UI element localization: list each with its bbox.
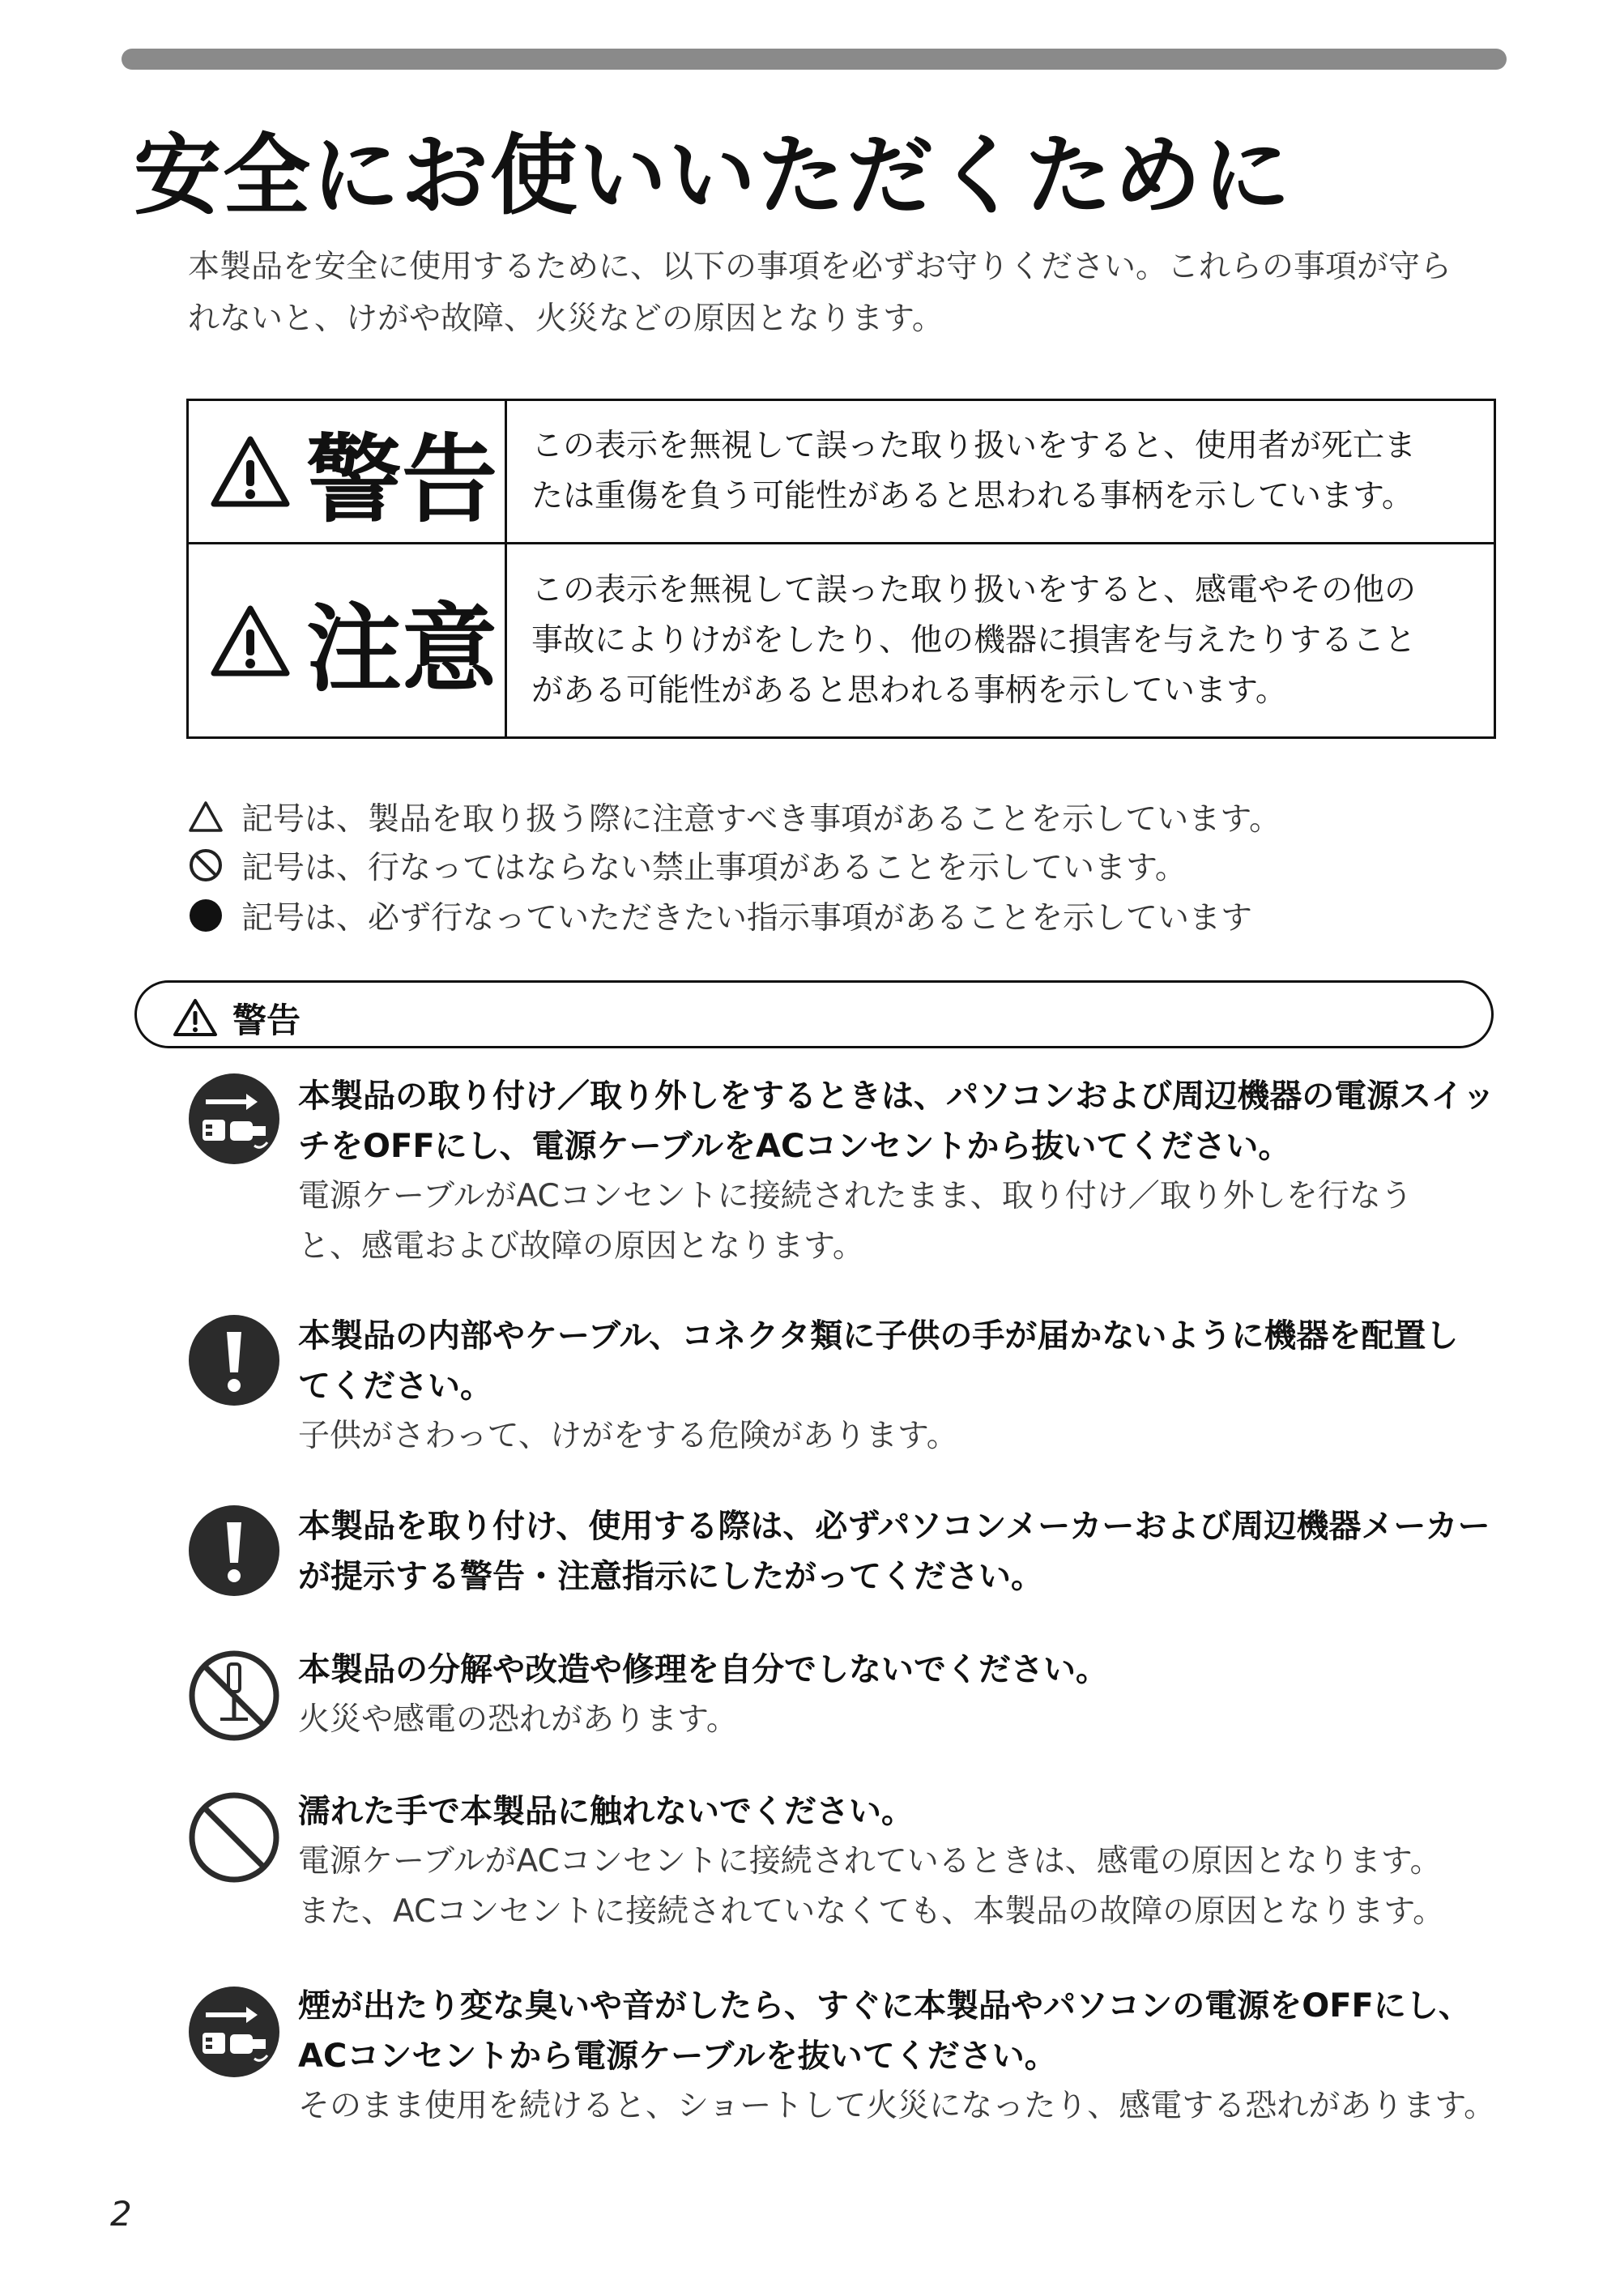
item-heading-line: ACコンセントから電源ケーブルを抜いてください。 — [298, 2038, 1057, 2075]
item-description-line: と、感電および故障の原因となります。 — [298, 1228, 864, 1265]
prohibition-icon — [188, 1791, 280, 1884]
intro-line: 本製品を安全に使用するために、以下の事項を必ずお守りください。これらの事項が守ら — [188, 249, 1452, 285]
caution-triangle-icon — [210, 604, 291, 678]
caution-triangle-icon — [188, 800, 224, 833]
item-heading-line: 本製品を取り付け、使用する際は、必ずパソコンメーカーおよび周辺機器メーカー — [298, 1508, 1490, 1545]
filled-circle-icon — [188, 898, 224, 933]
signal-word-caution: 注意 — [306, 592, 498, 705]
item-description-line: 電源ケーブルがACコンセントに接続されたまま、取り付け／取り外しを行なう — [298, 1178, 1413, 1214]
legend-item-prohibition — [188, 843, 1187, 888]
item-heading-line: 煙が出たり変な臭いや音がしたら、すぐに本製品やパソコンの電源をOFFにし、 — [298, 1987, 1471, 2025]
page-title: 安全にお使いいただくために — [134, 126, 1293, 227]
signal-word-table — [186, 399, 1496, 739]
intro-paragraph — [188, 241, 1524, 345]
mandatory-exclamation-icon — [188, 1314, 280, 1406]
warning-triangle-icon — [173, 998, 218, 1037]
legend-text: 記号は、行なってはならない禁止事項があることを示しています。 — [241, 850, 1187, 886]
signal-description-line: この表示を無視して誤った取り扱いをすると、感電やその他の — [531, 571, 1417, 608]
item-heading-line: 本製品の分解や改造や修理を自分でしないでください。 — [298, 1651, 1108, 1688]
signal-description-line: この表示を無視して誤った取り扱いをすると、使用者が死亡ま — [531, 428, 1417, 464]
prohibition-icon — [188, 847, 224, 883]
section-label: 警告 — [232, 1001, 301, 1040]
signal-row-caution — [189, 544, 1494, 736]
item-description-line: 火災や感電の恐れがあります。 — [298, 1701, 738, 1738]
signal-description-line: たは重傷を負う可能性があると思われる事柄を示しています。 — [531, 478, 1413, 514]
item-description-line: そのまま使用を続けると、ショートして火災になったり、感電する恐れがあります。 — [298, 2088, 1496, 2124]
item-description-line: また、ACコンセントに接続されていなくても、本製品の故障の原因となります。 — [298, 1893, 1445, 1930]
item-heading-line: 本製品の取り付け／取り外しをするときは、パソコンおよび周辺機器の電源スイッ — [298, 1078, 1495, 1115]
signal-description-cell — [507, 544, 1494, 736]
signal-word-warning: 警告 — [306, 424, 498, 536]
no-disassembly-icon — [188, 1649, 280, 1742]
item-description-line: 電源ケーブルがACコンセントに接続されているときは、感電の原因となります。 — [298, 1843, 1442, 1880]
warning-triangle-icon — [210, 434, 291, 509]
unplug-icon — [188, 1073, 280, 1165]
unplug-icon — [188, 1986, 280, 2078]
legend-text: 記号は、必ず行なっていただきたい指示事項があることを示しています — [241, 900, 1253, 937]
item-heading-line: 濡れた手で本製品に触れないでください。 — [298, 1793, 914, 1830]
intro-line: れないと、けがや故障、火災などの原因となります。 — [188, 301, 944, 337]
item-heading-line: が提示する警告・注意指示にしたがってください。 — [298, 1558, 1043, 1595]
signal-description-line: 事故によりけがをしたり、他の機器に損害を与えたりすること — [531, 621, 1417, 659]
item-description-line: 子供がさわって、けがをする危険があります。 — [298, 1418, 958, 1454]
section-header-warning — [134, 980, 1494, 1048]
header-bar — [122, 49, 1507, 70]
mandatory-exclamation-icon — [188, 1504, 280, 1597]
item-heading-line: チをOFFにし、電源ケーブルをACコンセントから抜いてください。 — [298, 1128, 1291, 1165]
signal-word-cell — [189, 544, 507, 736]
legend-item-instruction — [188, 893, 1252, 938]
signal-row-warning — [189, 401, 1494, 544]
signal-description-cell — [507, 401, 1494, 542]
legend-item-caution — [188, 794, 1281, 839]
signal-description-line: がある可能性があると思われる事柄を示しています。 — [531, 672, 1287, 709]
signal-word-cell — [189, 401, 507, 542]
item-heading-line: 本製品の内部やケーブル、コネクタ類に子供の手が届かないように機器を配置し — [298, 1317, 1459, 1355]
legend-text: 記号は、製品を取り扱う際に注意すべき事項があることを示しています。 — [241, 801, 1281, 838]
item-heading-line: てください。 — [298, 1368, 492, 1405]
page-number: 2 — [110, 2194, 132, 2234]
